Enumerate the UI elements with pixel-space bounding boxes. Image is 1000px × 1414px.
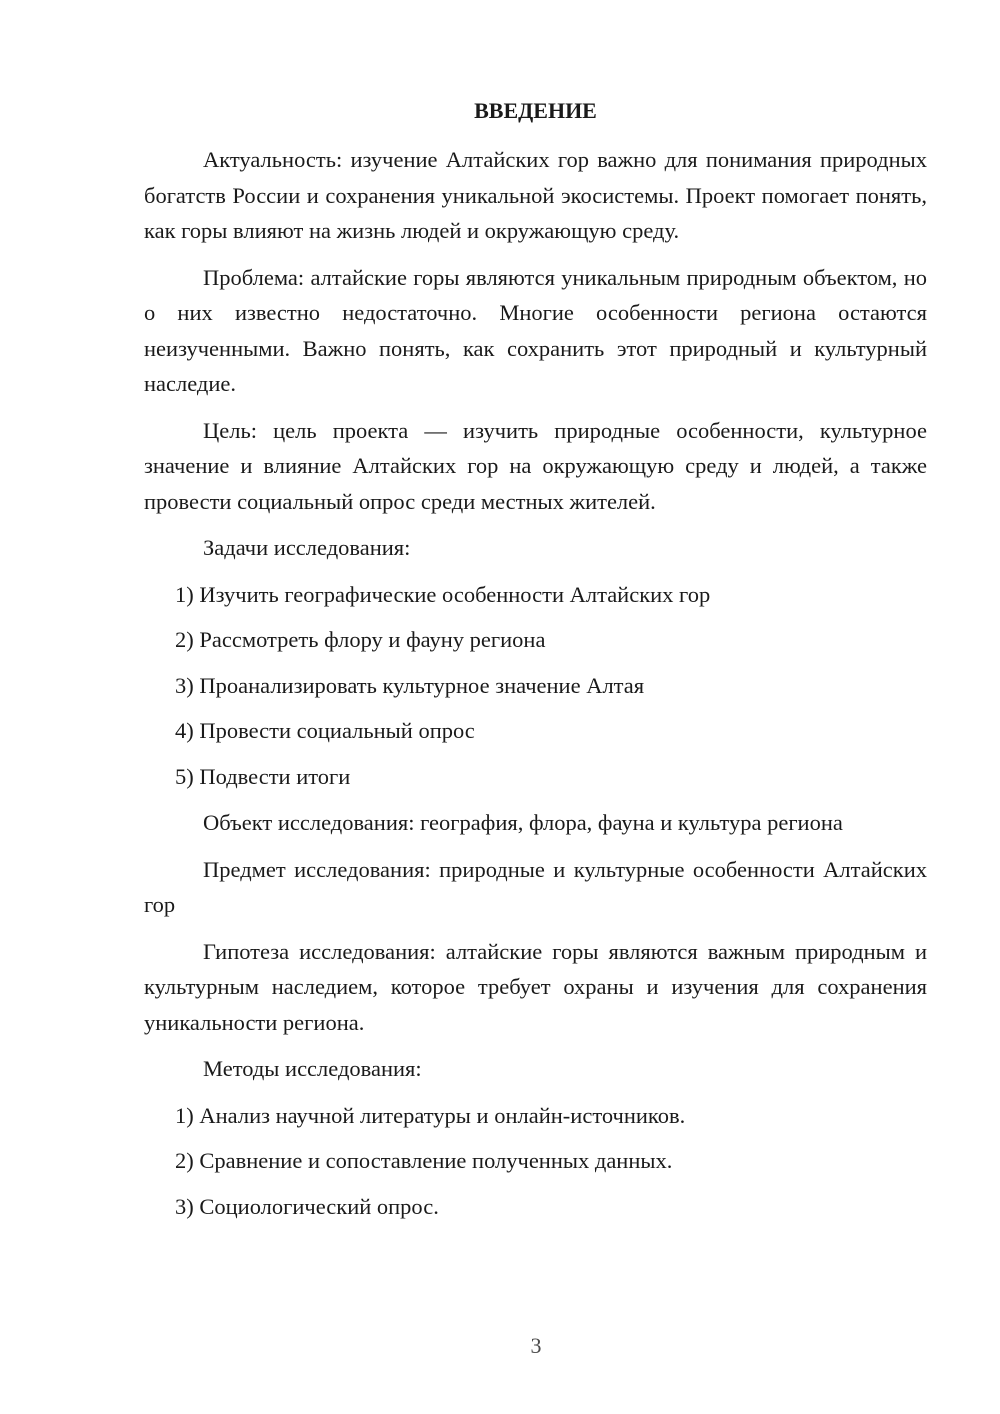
subject-paragraph: Предмет исследования: природные и культурные особенности Алтайских гор	[144, 856, 927, 917]
page-title: ВВЕДЕНИЕ	[474, 98, 597, 123]
tasks-label: Задачи исследования:	[203, 535, 411, 560]
list-item: 2) Рассмотреть флору и фауну региона	[175, 627, 546, 652]
hypothesis-paragraph: Гипотеза исследования: алтайские горы являются важным природным и культурным наследием, которое требует охраны и изучения для сохранения уникальности региона.	[144, 938, 927, 1035]
tasks-list	[144, 577, 927, 795]
problem-paragraph: Проблема: алтайские горы являются уникальным природным объектом, но о них известно недостаточно. Многие особенности региона остаются неизученными. Важно понять, как сохранить этот природный и культурный наследие.	[144, 264, 927, 396]
object-paragraph: Объект исследования: география, флора, фауна и культура региона	[203, 810, 843, 835]
goal-paragraph: Цель: цель проекта — изучить природные особенности, культурное значение и влияние Алтайских гор на окружающую среду и людей, а также провести социальный опрос среди местных жителей.	[144, 417, 927, 514]
list-item: 4) Провести социальный опрос	[175, 718, 475, 743]
list-item: 1) Анализ научной литературы и онлайн-источников.	[175, 1102, 686, 1128]
page-content	[144, 94, 927, 1235]
list-item: 2) Сравнение и сопоставление полученных данных.	[175, 1148, 673, 1173]
list-item: 5) Подвести итоги	[175, 763, 351, 789]
methods-label: Методы исследования:	[203, 1056, 422, 1081]
page-number: 3	[530, 1333, 542, 1358]
list-item: 1) Изучить географические особенности Алтайских гор	[175, 581, 711, 607]
list-item: 3) Социологический опрос.	[175, 1193, 439, 1219]
relevance-paragraph: Актуальность: изучение Алтайских гор важно для понимания природных богатств России и сохранения уникальной экосистемы. Проект помогает понять, как горы влияют на жизнь людей и окружающую среду.	[144, 147, 927, 243]
list-item: 3) Проанализировать культурное значение Алтая	[175, 672, 645, 698]
methods-list	[144, 1098, 927, 1225]
